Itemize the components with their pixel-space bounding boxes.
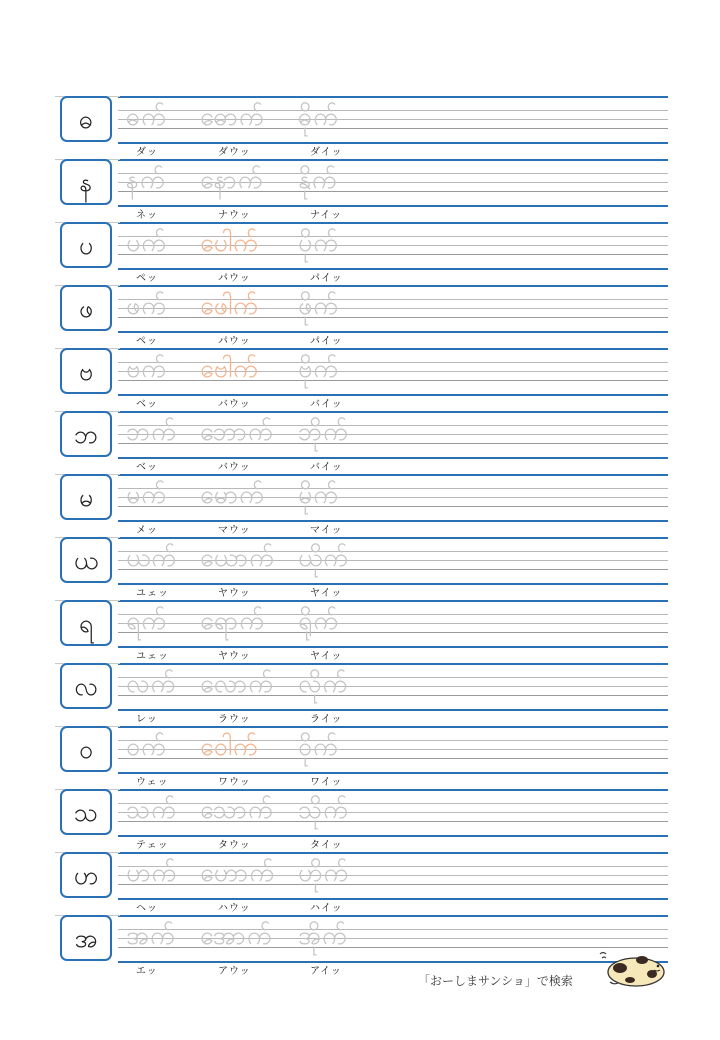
- trace-word: ယောက်: [200, 543, 275, 572]
- letter-row: [0, 281, 720, 347]
- letter-row: [0, 533, 720, 599]
- letter-box: [60, 96, 112, 142]
- guide-line: [118, 600, 668, 602]
- reading-label: ワイッ: [310, 777, 343, 788]
- guide-line: [118, 205, 668, 207]
- guide-line: [118, 474, 668, 476]
- letter-row: [0, 155, 720, 221]
- search-hint: 「おーしまサンショ」で検索: [418, 974, 573, 988]
- trace-word: ဘိုက်: [298, 417, 349, 446]
- trace-word: အိုက်: [298, 921, 348, 950]
- consonant-letter: ဘ: [73, 419, 99, 449]
- guide-line: [118, 411, 668, 413]
- letter-box: [60, 915, 112, 961]
- letter-row: [0, 659, 720, 725]
- reading-label: ナウッ: [218, 210, 251, 221]
- spotted-dog-mascot-icon: [596, 946, 668, 988]
- trace-word: ဟက်: [126, 858, 177, 887]
- reading-label: ベッ: [136, 399, 158, 410]
- guide-line: [118, 898, 668, 900]
- consonant-letter: ဓ: [78, 104, 94, 134]
- practice-sheet: [0, 92, 720, 977]
- guide-line: [118, 646, 668, 648]
- letter-row: [0, 722, 720, 788]
- reading-label: レッ: [136, 714, 158, 725]
- letter-box: [60, 852, 112, 898]
- reading-label: バウッ: [218, 399, 251, 410]
- letter-box: [60, 411, 112, 457]
- reading-label: ラウッ: [218, 714, 251, 725]
- reading-label: ヤイッ: [310, 588, 343, 599]
- reading-label: マウッ: [218, 525, 251, 536]
- trace-word: ဝိုက်: [298, 732, 339, 761]
- consonant-letter: ရ: [78, 608, 94, 638]
- trace-word: ရက်: [126, 606, 167, 635]
- guide-line: [118, 394, 668, 396]
- reading-label: ライッ: [310, 714, 343, 725]
- letter-row: [0, 344, 720, 410]
- trace-word: ပေါက်: [200, 228, 259, 257]
- reading-label: ユェッ: [136, 588, 169, 599]
- letter-box: [60, 474, 112, 520]
- trace-word: လောက်: [200, 669, 274, 698]
- guide-line: [118, 709, 668, 711]
- trace-word: ယက်: [126, 543, 177, 572]
- consonant-letter: ဖ: [78, 293, 94, 323]
- reading-label: ダウッ: [218, 147, 251, 158]
- reading-label: バイッ: [310, 462, 343, 473]
- guide-line: [118, 159, 668, 161]
- trace-word: လက်: [126, 669, 176, 698]
- consonant-letter: ယ: [73, 545, 99, 575]
- letter-row: [0, 218, 720, 284]
- reading-label: ナイッ: [310, 210, 343, 221]
- reading-label: タイッ: [310, 840, 343, 851]
- consonant-letter: ဗ: [78, 356, 94, 386]
- letter-box: [60, 348, 112, 394]
- guide-line: [118, 961, 668, 963]
- trace-word: မက်: [126, 480, 167, 509]
- trace-word: လိုက်: [298, 669, 348, 698]
- letter-box: [60, 663, 112, 709]
- guide-line: [118, 663, 668, 665]
- trace-word: နောက်: [200, 165, 264, 194]
- reading-label: メッ: [136, 525, 158, 536]
- trace-word: ပိုက်: [298, 228, 339, 257]
- consonant-letter: ဟ: [73, 860, 99, 890]
- trace-word: ဗက်: [126, 354, 167, 383]
- reading-label: テェッ: [136, 840, 169, 851]
- guide-line: [118, 142, 668, 144]
- consonant-letter: သ: [73, 797, 99, 827]
- letter-row: [0, 785, 720, 851]
- reading-label: アウッ: [218, 966, 251, 977]
- letter-row: [0, 92, 720, 158]
- guide-line: [118, 726, 668, 728]
- trace-word: ယိုက်: [298, 543, 349, 572]
- trace-word: သိုက်: [298, 795, 349, 824]
- trace-word: ဖေါက်: [200, 291, 259, 320]
- letter-box: [60, 726, 112, 772]
- guide-line: [118, 520, 668, 522]
- guide-line: [118, 96, 668, 98]
- trace-word: အောက်: [200, 921, 273, 950]
- letter-box: [60, 789, 112, 835]
- reading-label: ダイッ: [310, 147, 343, 158]
- trace-word: ဘက်: [126, 417, 177, 446]
- trace-word: ဖက်: [126, 291, 167, 320]
- guide-line: [118, 285, 668, 287]
- reading-label: ハウッ: [218, 903, 251, 914]
- trace-word: ရိုက်: [298, 606, 339, 635]
- guide-line: [118, 835, 668, 837]
- guide-line: [118, 583, 668, 585]
- reading-label: ペッ: [136, 273, 158, 284]
- trace-word: ဓက်: [126, 102, 167, 131]
- consonant-letter: န: [79, 167, 93, 197]
- reading-label: ヤイッ: [310, 651, 343, 662]
- trace-word: ရောက်: [200, 606, 265, 635]
- reading-label: パウッ: [218, 273, 251, 284]
- trace-word: မိုက်: [298, 480, 339, 509]
- letter-row: [0, 848, 720, 914]
- reading-label: ユェッ: [136, 651, 169, 662]
- guide-line: [118, 331, 668, 333]
- letter-box: [60, 537, 112, 583]
- reading-label: タウッ: [218, 840, 251, 851]
- trace-word: ဓောက်: [200, 102, 265, 131]
- letter-row: [0, 407, 720, 473]
- trace-word: အက်: [126, 921, 176, 950]
- reading-label: ヤウッ: [218, 588, 251, 599]
- letter-box: [60, 222, 112, 268]
- guide-line: [118, 537, 668, 539]
- reading-label: バイッ: [310, 399, 343, 410]
- reading-label: ダッ: [136, 147, 158, 158]
- reading-label: ヤウッ: [218, 651, 251, 662]
- reading-label: パウッ: [218, 336, 251, 347]
- trace-word: နိုက်: [298, 165, 338, 194]
- trace-word: ဗေါက်: [200, 354, 259, 383]
- trace-word: ဟိုက်: [298, 858, 349, 887]
- trace-word: နက်: [126, 165, 166, 194]
- reading-label: ヘッ: [136, 903, 158, 914]
- consonant-letter: ပ: [78, 230, 94, 260]
- trace-word: သက်: [126, 795, 177, 824]
- reading-label: パイッ: [310, 336, 343, 347]
- reading-label: ワウッ: [218, 777, 251, 788]
- trace-word: ဟောက်: [200, 858, 275, 887]
- reading-label: ペッ: [136, 336, 158, 347]
- guide-line: [118, 852, 668, 854]
- reading-label: ウェッ: [136, 777, 169, 788]
- letter-row: [0, 470, 720, 536]
- guide-line: [118, 222, 668, 224]
- trace-word: ဖိုက်: [298, 291, 339, 320]
- guide-line: [118, 915, 668, 917]
- trace-word: မောက်: [200, 480, 265, 509]
- trace-word: ဓိုက်: [298, 102, 339, 131]
- trace-word: ဝေါက်: [200, 732, 259, 761]
- reading-label: バウッ: [218, 462, 251, 473]
- trace-word: သောက်: [200, 795, 274, 824]
- letter-box: [60, 600, 112, 646]
- trace-word: ပက်: [126, 228, 167, 257]
- reading-label: ハイッ: [310, 903, 343, 914]
- letter-box: [60, 159, 112, 205]
- letter-row: [0, 596, 720, 662]
- reading-label: マイッ: [310, 525, 343, 536]
- reading-label: エッ: [136, 966, 158, 977]
- trace-word: ဝက်: [126, 732, 167, 761]
- guide-line: [118, 457, 668, 459]
- reading-label: アイッ: [310, 966, 342, 977]
- reading-label: パイッ: [310, 273, 343, 284]
- guide-line: [118, 789, 668, 791]
- consonant-letter: လ: [74, 671, 98, 701]
- reading-label: ベッ: [136, 462, 158, 473]
- consonant-letter: အ: [74, 923, 98, 953]
- consonant-letter: မ: [78, 482, 94, 512]
- guide-line: [118, 772, 668, 774]
- trace-word: ဗိုက်: [298, 354, 339, 383]
- reading-label: ネッ: [136, 210, 158, 221]
- guide-line: [118, 268, 668, 270]
- letter-box: [60, 285, 112, 331]
- guide-line: [118, 348, 668, 350]
- consonant-letter: ဝ: [78, 734, 94, 764]
- trace-word: ဘောက်: [200, 417, 274, 446]
